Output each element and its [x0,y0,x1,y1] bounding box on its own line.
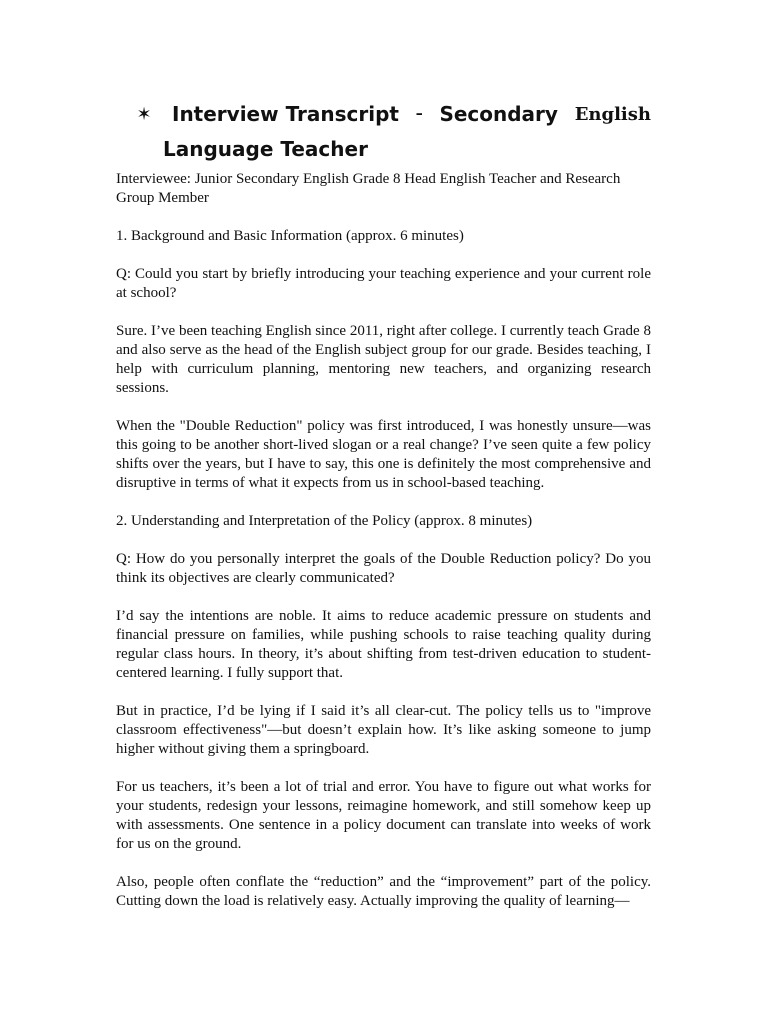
answer-paragraph: Also, people often conflate the “reduction” and the “improvement” part of the policy. Cutting down the load is relatively easy. Actually improving the quality of learning— [116,874,651,909]
star-bullet-icon: ✶ [136,103,152,125]
question-paragraph: Q: Could you start by briefly introducing your teaching experience and your current role at school? [116,266,651,301]
title-interview-transcript: Interview Transcript [172,102,399,126]
answer-paragraph: When the "Double Reduction" policy was first introduced, I was honestly unsure—was this going to be another short-lived slogan or a real change? I’ve seen quite a few policy shifts over the years, but I have to say, this one is definitely the most comprehensive and disruptive in terms of what it expects from us in school-based teaching. [116,418,651,491]
title-main-line [172,102,651,126]
section-heading-understanding: 2. Understanding and Interpretation of the Policy (approx. 8 minutes) [116,513,533,529]
title-english: English [574,103,651,125]
document-title-line2: Language Teacher [163,137,368,161]
section-heading-background: 1. Background and Basic Information (approx. 6 minutes) [116,228,464,244]
transcript-body [116,170,651,911]
question-paragraph: Q: How do you personally interpret the goals of the Double Reduction policy? Do you think its objectives are clearly communicated? [116,551,651,586]
answer-paragraph: For us teachers, it’s been a lot of trial and error. You have to figure out what works for your students, redesign your lessons, reimagine homework, and still somehow keep up with assessments. One sentence in a policy document can translate into weeks of work for us on the ground. [116,779,651,852]
title-secondary: Secondary [439,102,558,126]
answer-paragraph: Sure. I’ve been teaching English since 2011, right after college. I currently teach Grade 8 and also serve as the head of the English subject group for our grade. Besides teaching, I help with curriculum planning, mentoring new teachers, and organizing research sessions. [116,323,651,396]
document-title [116,98,651,130]
answer-paragraph: But in practice, I’d be lying if I said it’s all clear-cut. The policy tells us to "improve classroom effectiveness"—but doesn’t explain how. It’s like asking someone to jump higher without giving them a springboard. [116,703,651,757]
title-dash: – [415,106,423,122]
answer-paragraph: I’d say the intentions are noble. It aims to reduce academic pressure on students and financial pressure on families, while pushing schools to raise teaching quality during regular class hours. In theory, it’s about shifting from test-driven education to student-centered learning. I fully support that. [116,608,651,681]
interviewee-info: Interviewee: Junior Secondary English Grade 8 Head English Teacher and Research Group Member [116,171,621,206]
